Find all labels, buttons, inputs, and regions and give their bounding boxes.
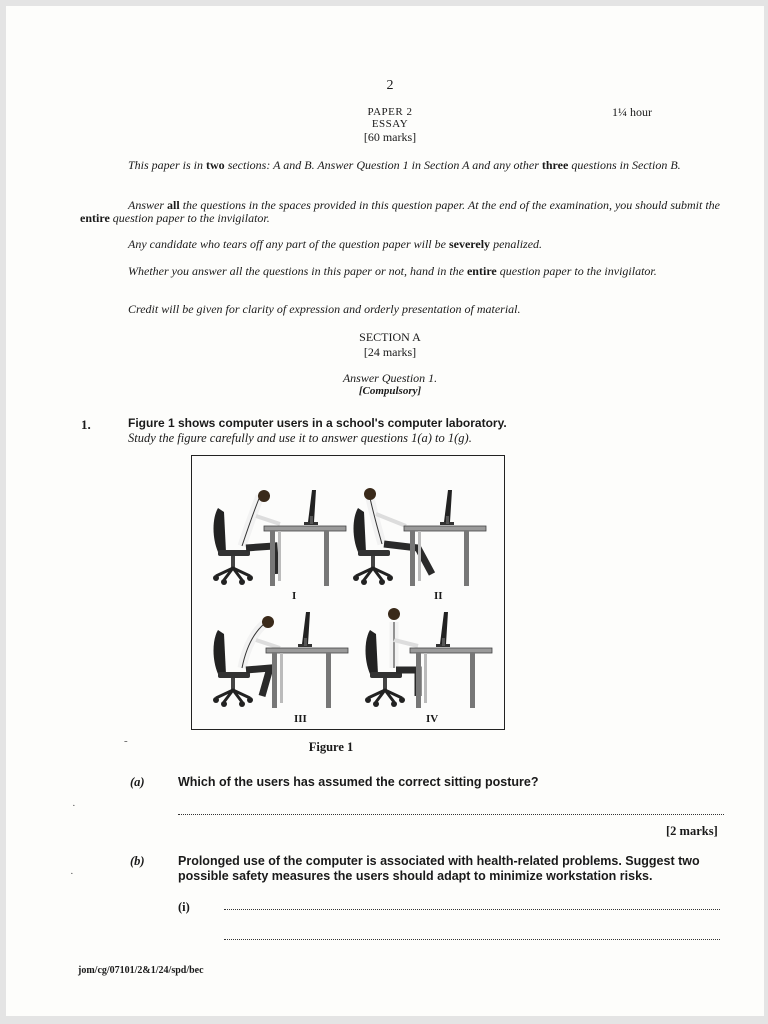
part-b-text: Prolonged use of the computer is associated with health-related problems. Suggest two possible safety measures the users should adapt to minimize workstation risks. (178, 854, 700, 883)
section-answer: Answer Question 1. (342, 371, 438, 385)
user-iii (213, 612, 348, 708)
user-ii (353, 488, 486, 586)
instruction-4: Whether you answer all the questions in this paper or not, hand in the entire question paper to the invigilator. (128, 264, 657, 278)
instruction-5: Credit will be given for clarity of expression and orderly presentation of material. (128, 302, 521, 316)
part-a-label: (a) (130, 775, 145, 789)
part-a-marks: [2 marks] (666, 824, 718, 838)
figure-label-ii: II (434, 590, 443, 602)
instruction-2: Answer all the questions in the spaces provided in this question paper. At the end of the examination, you should submit the entire question paper to the invigilator. (80, 198, 721, 225)
section-title: SECTION A (359, 330, 421, 344)
exam-page (6, 6, 764, 1016)
part-b-answer-line-2[interactable] (224, 939, 720, 940)
figure-1 (191, 455, 505, 730)
scan-mark: · (70, 868, 74, 880)
instruction-1: This paper is in two sections: A and B. Answer Question 1 in Section A and any other three questions in Section B. (128, 158, 681, 172)
part-b-label: (b) (130, 854, 145, 868)
paper-marks: [60 marks] (363, 130, 417, 144)
scan-mark: - (124, 735, 128, 747)
figure-label-iii: III (294, 713, 307, 725)
part-b-sub-i: (i) (178, 900, 190, 914)
paper-duration: 1¼ hour (612, 105, 652, 119)
paper-type: ESSAY (371, 118, 409, 130)
figure-label-iv: IV (426, 713, 439, 725)
part-b-answer-line-1[interactable] (224, 909, 720, 910)
scan-mark: · (72, 800, 76, 812)
part-a-text: Which of the users has assumed the correct sitting posture? (178, 775, 539, 789)
section-compulsory: [Compulsory] (358, 385, 422, 397)
user-i (213, 490, 346, 586)
user-iv (365, 608, 492, 708)
question-intro (128, 416, 688, 446)
instruction-3: Any candidate who tears off any part of the question paper will be severely penalized. (128, 237, 543, 251)
question-line-2: Study the figure carefully and use it to answer questions 1(a) to 1(g). (128, 431, 472, 445)
part-a-answer-line[interactable] (178, 814, 724, 815)
question-line-1: Figure 1 shows computer users in a school's computer laboratory. (128, 416, 507, 430)
figure-caption: Figure 1 (308, 740, 354, 754)
page-number: 2 (386, 78, 394, 93)
footer-code: jom/cg/07101/2&1/24/spd/bec (78, 965, 204, 976)
posture-illustration (192, 456, 504, 729)
paper-label: PAPER 2 (367, 106, 413, 118)
figure-label-i: I (292, 590, 297, 602)
paper-heading (340, 106, 440, 145)
question-number: 1. (81, 417, 91, 432)
section-marks: [24 marks] (363, 345, 417, 359)
